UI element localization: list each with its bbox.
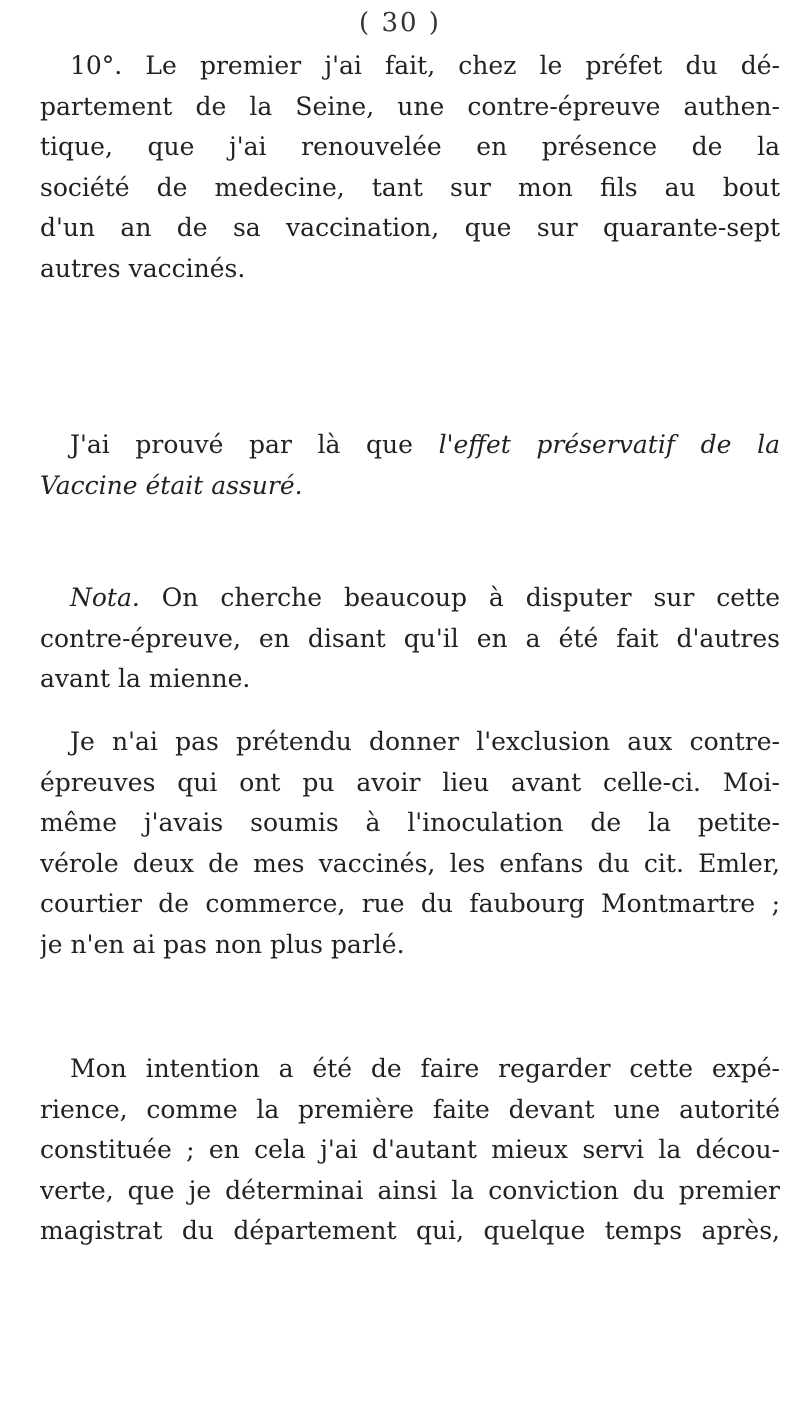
text-line: même j'avais soumis à l'inoculation de la petite- bbox=[40, 808, 780, 837]
text-line: courtier de commerce, rue du faubourg Montmartre ; bbox=[40, 889, 780, 918]
text-line: vérole deux de mes vaccinés, les enfans du cit. Emler, bbox=[40, 848, 780, 878]
text-line: magistrat du département qui, quelque temps après, bbox=[40, 1216, 780, 1245]
paragraph-4 bbox=[40, 722, 780, 965]
text-line: autres vaccinés. bbox=[40, 253, 246, 283]
italic-phrase: l'effet préservatif de la bbox=[438, 430, 780, 459]
text-line: constituée ; en cela j'ai d'autant mieux servi la décou- bbox=[40, 1135, 780, 1164]
text-line: je n'en ai pas non plus parlé. bbox=[40, 929, 405, 959]
text-line bbox=[40, 578, 780, 619]
text-line: avant la mienne. bbox=[40, 664, 251, 693]
text-line: Je n'ai pas prétendu donner l'exclusion aux contre- bbox=[70, 727, 780, 756]
text-line: Mon intention a été de faire regarder cette expé- bbox=[70, 1054, 780, 1083]
paragraph-2 bbox=[40, 425, 780, 506]
text-line: partement de la Seine, une contre-épreuve authen- bbox=[40, 91, 780, 121]
italic-line: Vaccine était assuré. bbox=[40, 470, 303, 500]
text-line bbox=[40, 425, 780, 466]
text-line: rience, comme la première faite devant une autorité bbox=[40, 1094, 780, 1124]
text-line: épreuves qui ont pu avoir lieu avant celle-ci. Moi- bbox=[40, 767, 780, 797]
paragraph-nota bbox=[40, 578, 780, 700]
text-line: 10°. Le premier j'ai fait, chez le préfet du dé- bbox=[70, 51, 780, 80]
text-line: d'un an de sa vaccination, que sur quarante-sept bbox=[40, 213, 780, 242]
paragraph-5 bbox=[40, 1049, 780, 1252]
text-run: J'ai prouvé par là que bbox=[70, 430, 439, 459]
paragraph-1 bbox=[40, 46, 780, 289]
text-line: société de medecine, tant sur mon fils au bout bbox=[40, 172, 780, 202]
text-line: tique, que j'ai renouvelée en présence de la bbox=[40, 132, 780, 161]
text-line: contre-épreuve, en disant qu'il en a été fait d'autres bbox=[40, 623, 780, 653]
text-run: On cherche beaucoup à disputer sur cette bbox=[139, 583, 780, 612]
nota-label: Nota. bbox=[70, 583, 140, 612]
page-number: ( 30 ) bbox=[359, 8, 441, 38]
text-line: verte, que je déterminai ainsi la conviction du premier bbox=[40, 1175, 780, 1205]
